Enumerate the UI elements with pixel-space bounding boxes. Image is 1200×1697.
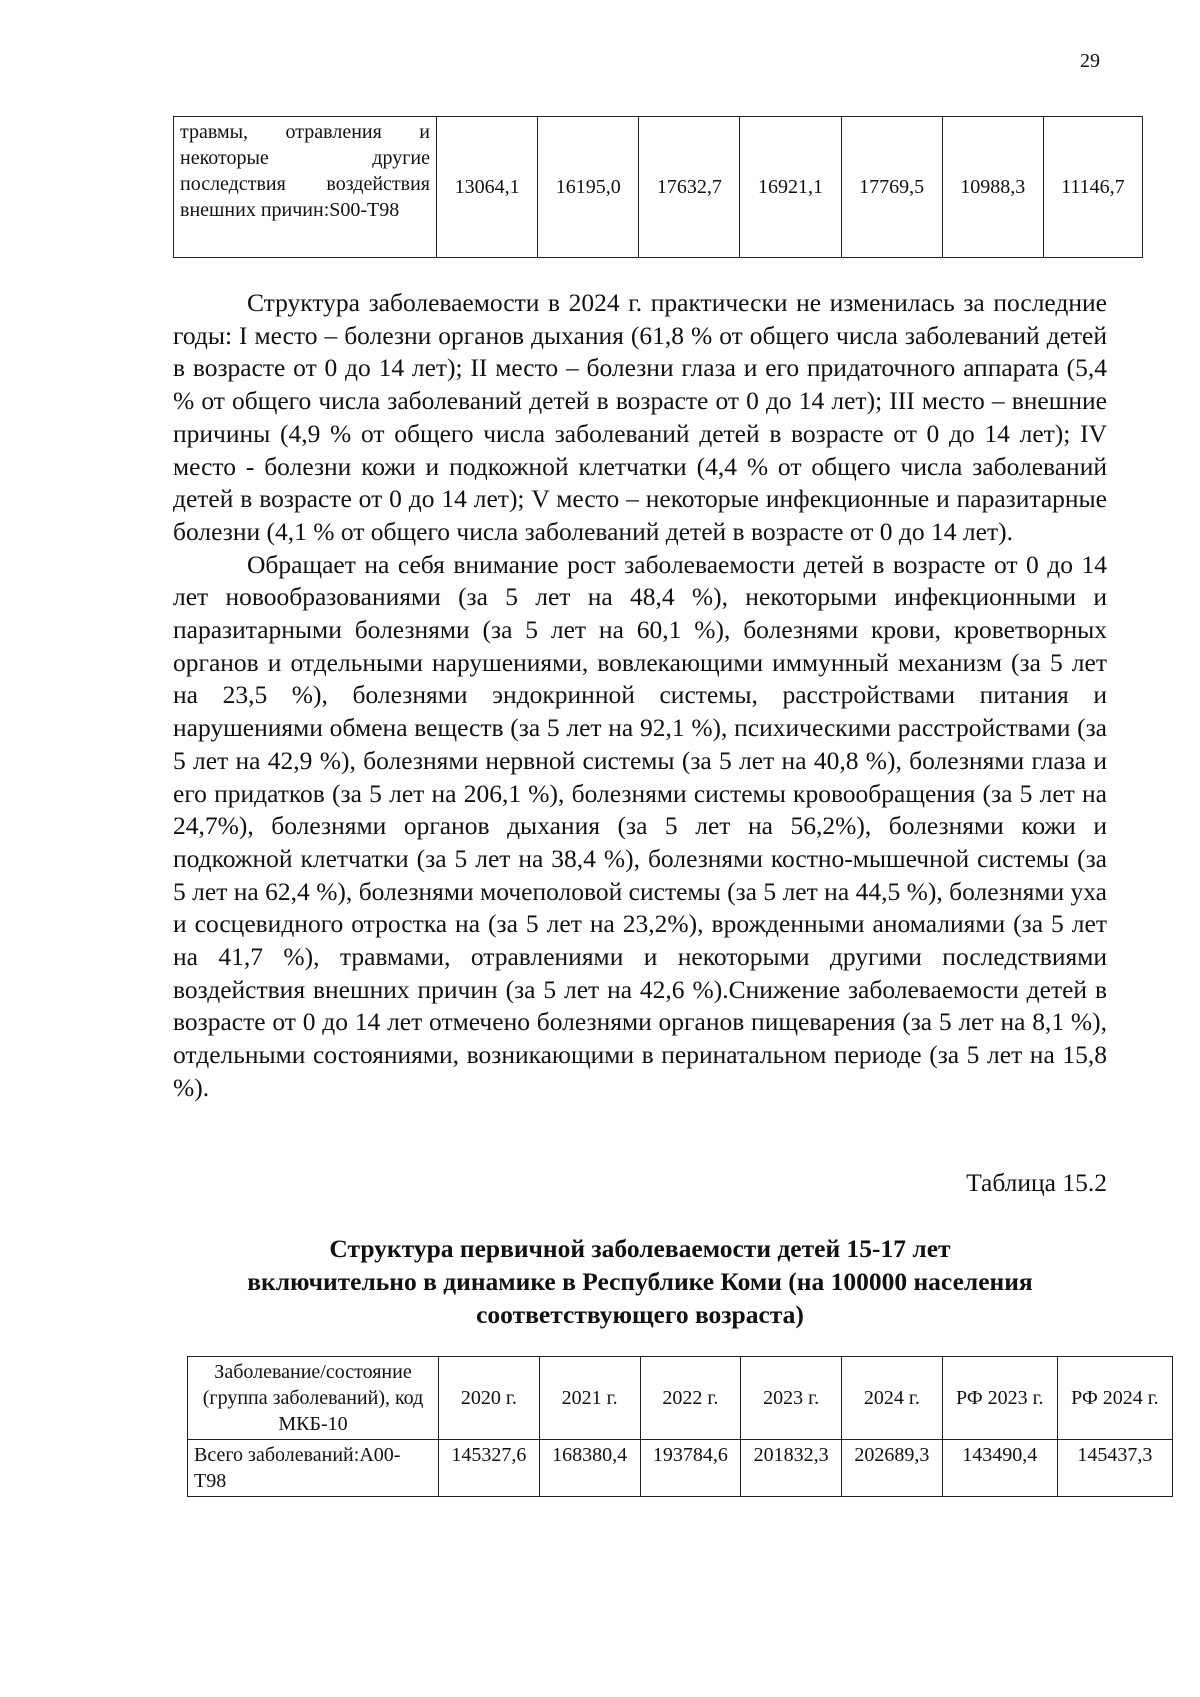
table-cell: 17632,7: [639, 117, 740, 258]
table-caption: Таблица 15.2: [966, 1168, 1107, 1197]
table-cell: 201832,3: [741, 1440, 842, 1497]
table-cell: 16921,1: [740, 117, 841, 258]
column-header: 2021 г.: [539, 1357, 640, 1440]
table-title-line: соответствующего возраста): [476, 1300, 804, 1329]
column-header: 2020 г.: [439, 1357, 540, 1440]
table-cell: 143490,4: [942, 1440, 1057, 1497]
table-cell: 17769,5: [841, 117, 942, 258]
column-header: 2023 г.: [741, 1357, 842, 1440]
paragraph-structure: Структура заболеваемости в 2024 г. практически не изменилась за последние годы: I место – болезни органов дыхания (61,8 % от общего числа заболеваний детей в возрасте от 0 до 14 лет); II место – болезни глаза и его придаточного аппарата (5,4 % от общего числа заболеваний детей в возрасте от 0 до 14 лет); III место – внешние причины (4,9 % от общего числа заболеваний детей в возрасте от 0 до 14 лет); IV место - болезни кожи и подкожной клетчатки (4,4 % от общего числа заболеваний детей в возрасте от 0 до 14 лет); V место – некоторые инфекционные и паразитарные болезни (4,1 % от общего числа заболеваний детей в возрасте от 0 до 14 лет).: [173, 288, 1107, 546]
column-header: РФ 2023 г.: [942, 1357, 1057, 1440]
page-number: 29: [1080, 50, 1100, 72]
paragraph-growth: Обращает на себя внимание рост заболеваемости детей в возрасте от 0 до 14 лет новообразованиями (за 5 лет на 48,4 %), некоторыми инфекционными и паразитарными болезнями (за 5 лет на 60,1 %), болезнями крови, кроветворных органов и отдельными нарушениями, вовлекающими иммунный механизм (за 5 лет на 23,5 %), болезнями эндокринной системы, расстройствами питания и нарушениями обмена веществ (за 5 лет на 92,1 %), психическими расстройствами (за 5 лет на 42,9 %), болезнями нервной системы (за 5 лет на 40,8 %), болезнями глаза и его придатков (за 5 лет на 206,1 %), болезнями системы кровообращения (за 5 лет на 24,7%), болезнями органов дыхания (за 5 лет на 56,2%), болезнями кожи и подкожной клетчатки (за 5 лет на 38,4 %), болезнями костно-мышечной системы (за 5 лет на 62,4 %), болезнями мочеполовой системы (за 5 лет на 44,5 %), болезнями уха и сосцевидного отростка на (за 5 лет на 23,2%), врожденными аномалиями (за 5 лет на 41,7 %), травмами, отравлениями и некоторыми другими последствиями воздействия внешних причин (за 5 лет на 42,6 %).Снижение заболеваемости детей в возрасте от 0 до 14 лет отмечено болезнями органов пищеварения (за 5 лет на 8,1 %), отдельными состояниями, возникающими в перинатальном периоде (за 5 лет на 15,8 %).: [173, 549, 1107, 1102]
table-continuation: [173, 116, 1143, 258]
row-label: травмы, отравления и некоторые другие последствия воздействия внешних причин:S00-T98: [174, 117, 437, 258]
column-header: 2022 г.: [640, 1357, 741, 1440]
table-cell: 145437,3: [1057, 1440, 1172, 1497]
column-header: 2024 г.: [842, 1357, 943, 1440]
table-row: [174, 117, 1143, 258]
table-cell: 13064,1: [437, 117, 538, 258]
table-title-line: Структура первичной заболеваемости детей 15-17 лет: [329, 1234, 951, 1263]
table-cell: 16195,0: [538, 117, 639, 258]
morbidity-table: [187, 1356, 1173, 1497]
table-header-row: [188, 1357, 1173, 1440]
table-row: [188, 1440, 1173, 1497]
table-cell: 10988,3: [942, 117, 1043, 258]
body-text: [173, 287, 1107, 1105]
table-cell: 193784,6: [640, 1440, 741, 1497]
table-cell: 145327,6: [439, 1440, 540, 1497]
table-title-line: включительно в динамике в Республике Коми (на 100000 населения: [247, 1267, 1033, 1296]
table-cell: 168380,4: [539, 1440, 640, 1497]
table-cell: 202689,3: [842, 1440, 943, 1497]
table-cell: 11146,7: [1043, 117, 1142, 258]
table-title: [173, 1232, 1107, 1331]
column-header: Заболевание/состояние (группа заболеваний), код МКБ-10: [188, 1357, 439, 1440]
column-header: РФ 2024 г.: [1057, 1357, 1172, 1440]
row-label: Всего заболеваний:А00- Т98: [188, 1440, 439, 1497]
